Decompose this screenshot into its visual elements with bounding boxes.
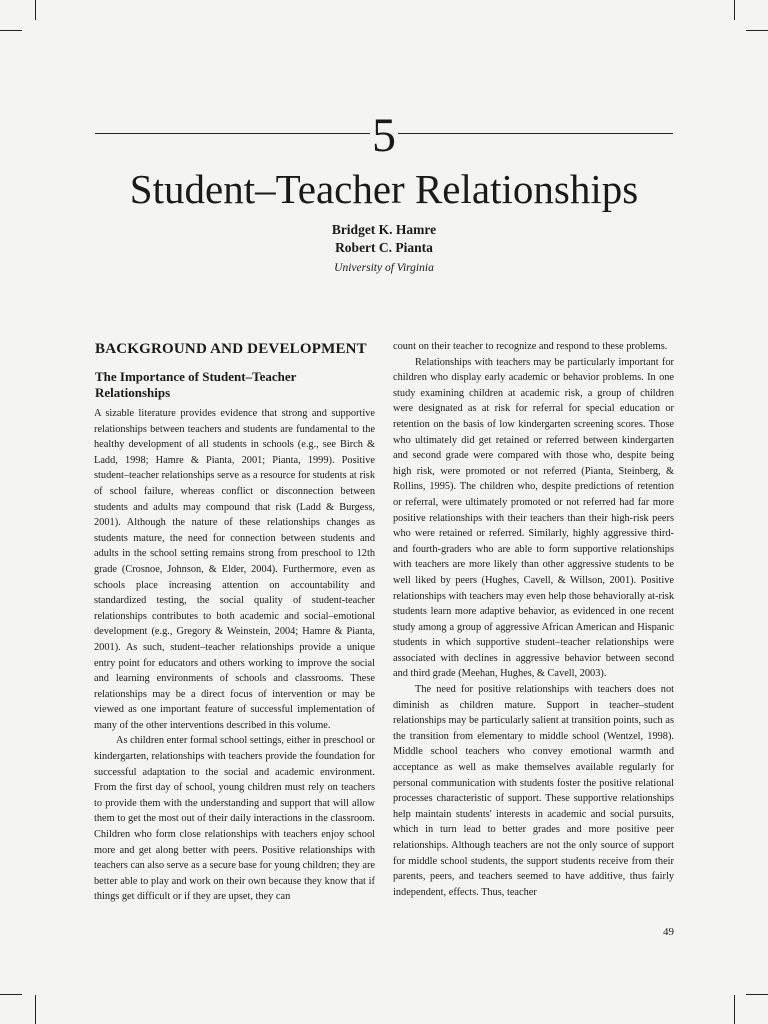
crop-mark xyxy=(746,30,768,31)
body-column-right xyxy=(393,339,674,900)
crop-mark xyxy=(0,30,22,31)
author-name: Robert C. Pianta xyxy=(335,240,433,255)
crop-mark xyxy=(0,994,22,995)
author-affiliation: University of Virginia xyxy=(334,262,434,274)
crop-mark xyxy=(734,0,735,20)
crop-mark xyxy=(746,994,768,995)
subsection-heading: The Importance of Student–Teacher Relationships xyxy=(95,369,297,400)
chapter-rule-left xyxy=(95,133,370,134)
crop-mark xyxy=(734,995,735,1024)
author-name: Bridget K. Hamre xyxy=(331,222,437,237)
chapter-rule-right xyxy=(398,133,673,134)
paragraph: As children enter formal school settings, either in preschool or kindergarten, relationships with teachers provide the foundation for successful adaptation to the social and academic environment. From the first day of school, young children must rely on teachers to provide them with the understanding and support that will allow them to get the most out of their daily interactions in the classroom. Children who form close relationships with teachers enjoy school more and get along better with peers. Positive relationships with teachers can also serve as a secure base for young children; they are better able to play and work on their own because they know that if things get difficult or if they are upset, they can xyxy=(94,735,375,903)
paragraph: The need for positive relationships with teachers does not diminish as children mature. Support in teacher–student relationships may be particularly salient at transition points, such as the transition from elementary to middle school (Wentzel, 1998). Middle school teachers who convey emotional warmth and acceptance as well as make themselves available regularly for personal communication with students foster the positive relational processes characteristic of support. These supportive relationships help maintain students' interests in academic and social pursuits, which in turn lead to better grades and more positive peer relationships. Although teachers are not the only source of support for middle school students, the support students receive from their parents, peers, and teachers seemed to have additive, thus fairly independent, effects. Thus, teacher xyxy=(393,684,674,898)
paragraph: count on their teacher to recognize and respond to these problems. xyxy=(393,341,668,352)
crop-mark xyxy=(35,995,36,1024)
section-heading: BACKGROUND AND DEVELOPMENT xyxy=(95,341,367,357)
chapter-number: 5 xyxy=(372,109,396,162)
paragraph: A sizable literature provides evidence that strong and supportive relationships between teachers and students are fundamental to the healthy development of all students in schools (e.g., see Birch & Ladd, 1998; Hamre & Pianta, 2001; Pianta, 1999). Positive student–teacher relationships serve as a resource for students at risk of school failure, whereas conflict or disconnection between students and adults may compound that risk (Ladd & Burgess, 2001). Although the nature of these relationships changes as students mature, the need for connection between students and adults in the school setting remains strong from preschool to 12th grade (Crosnoe, Johnson, & Elder, 2004). Furthermore, even as schools place increasing attention on accountability and standardized testing, the social quality of student-teacher relationships contributes to both academic and social–emotional development (e.g., Gregory & Weinstein, 2004; Hamre & Pianta, 2001). As such, student–teacher relationships provide a unique entry point for educators and others working to improve the social and learning environments of schools and classrooms. These relationships may be a direct focus of intervention or may be viewed as one important feature of successful implementation of many of the other interventions described in this volume. xyxy=(94,408,375,731)
paragraph: Relationships with teachers may be particularly important for children who display early academic or behavior problems. In one study examining children at academic risk, a group of children were designated as at risk for referral for special education or retention on the basis of low kindergarten screening scores. Those who ultimately did get retained or referred between kindergarten and second grade were compared with those who, despite being high risk, were promoted or not referred (Pianta, Steinberg, & Rollins, 1995). The children who, despite predictions of retention or referral, were ultimately promoted or not referred had far more positive relationships with their teachers than their high-risk peers who were retained or referred. Similarly, highly aggressive third- and fourth-graders who are able to form supportive relationships with teachers are more likely than other aggressive students to be well liked by peers (Hughes, Cavell, & Willson, 2001). Positive relationships with teachers may even help those behaviorally at-risk students learn more adaptive behavior, as evidenced in one recent study among a group of aggressive African American and Hispanic students in which supportive student–teacher relationships were associated with declines in aggressive behavior between second and third grade (Meehan, Hughes, & Cavell, 2003). xyxy=(393,356,674,680)
chapter-title: Student–Teacher Relationships xyxy=(129,166,639,212)
page-number: 49 xyxy=(663,926,674,938)
crop-mark xyxy=(35,0,36,20)
body-column-left xyxy=(94,406,375,905)
